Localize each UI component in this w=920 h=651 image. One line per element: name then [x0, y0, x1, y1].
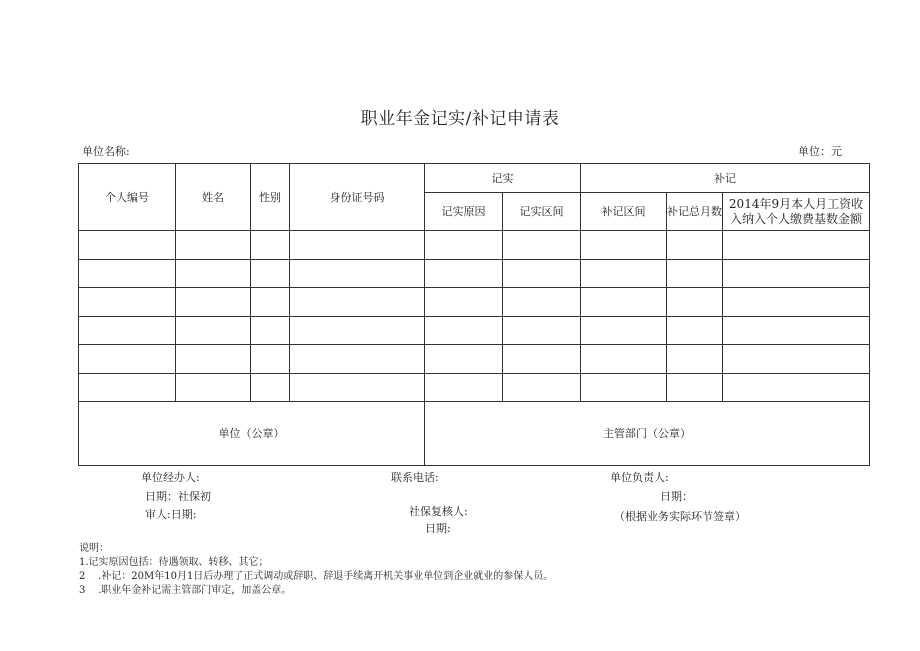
header-name: 姓名	[176, 164, 251, 231]
table-cell[interactable]	[79, 259, 176, 288]
table-row	[79, 373, 870, 402]
unit-leader-label: 单位负责人:	[610, 471, 669, 484]
table-cell[interactable]	[251, 345, 290, 374]
table-cell[interactable]	[79, 288, 176, 317]
header-record-reason: 记实原因	[425, 193, 503, 231]
table-cell[interactable]	[503, 345, 581, 374]
currency-unit-label: 单位：元	[798, 145, 842, 158]
table-cell[interactable]	[723, 288, 870, 317]
table-cell[interactable]	[667, 373, 723, 402]
table-cell[interactable]	[667, 345, 723, 374]
application-form-table	[78, 163, 870, 466]
table-cell[interactable]	[176, 231, 251, 260]
header-personal-id: 个人编号	[79, 164, 176, 231]
header-base-amount: 2014年9月本人月工资收入纳入个人缴费基数金额	[723, 193, 870, 231]
table-row	[79, 259, 870, 288]
table-cell[interactable]	[290, 288, 425, 317]
table-cell[interactable]	[290, 373, 425, 402]
table-row	[79, 345, 870, 374]
table-cell[interactable]	[290, 316, 425, 345]
header-group-record: 记实	[425, 164, 581, 193]
table-cell[interactable]	[723, 231, 870, 260]
page-title: 职业年金记实/补记申请表	[360, 109, 560, 129]
table-cell[interactable]	[667, 288, 723, 317]
dept-seal-cell[interactable]: 主管部门（公章）	[425, 402, 870, 466]
table-cell[interactable]	[503, 288, 581, 317]
table-cell[interactable]	[176, 259, 251, 288]
table-cell[interactable]	[251, 259, 290, 288]
notes-heading: 说明：	[79, 543, 109, 554]
header-supplement-months: 补记总月数	[667, 193, 723, 231]
table-cell[interactable]	[667, 231, 723, 260]
table-row	[79, 288, 870, 317]
table-cell[interactable]	[79, 345, 176, 374]
table-row	[79, 316, 870, 345]
table-cell[interactable]	[503, 259, 581, 288]
table-cell[interactable]	[251, 373, 290, 402]
review-date-label: 审人:日期:	[145, 508, 197, 521]
table-cell[interactable]	[251, 288, 290, 317]
unit-name-label: 单位名称:	[82, 145, 130, 158]
table-cell[interactable]	[503, 373, 581, 402]
note-item-1: 1.记实原因包括：待遇领取、转移、其它；	[79, 557, 269, 568]
table-cell[interactable]	[79, 373, 176, 402]
social-recheck-label: 社保复核人:	[409, 505, 468, 518]
table-cell[interactable]	[581, 345, 667, 374]
table-cell[interactable]	[503, 316, 581, 345]
date-social-first-label: 日期：社保初	[145, 490, 211, 503]
table-cell[interactable]	[581, 231, 667, 260]
table-cell[interactable]	[425, 259, 503, 288]
table-cell[interactable]	[176, 373, 251, 402]
note-item-2: 2 .补记：20M年10月1日后办理了正式调动或辞职、辞退手续离开机关事业单位到企业就业的参保人员。	[79, 571, 554, 582]
table-cell[interactable]	[79, 316, 176, 345]
table-row	[79, 231, 870, 260]
table-cell[interactable]	[176, 288, 251, 317]
table-cell[interactable]	[581, 259, 667, 288]
header-group-supplement: 补记	[581, 164, 870, 193]
table-cell[interactable]	[251, 316, 290, 345]
table-cell[interactable]	[79, 231, 176, 260]
table-cell[interactable]	[667, 316, 723, 345]
table-cell[interactable]	[425, 231, 503, 260]
date-mid-label: 日期:	[425, 522, 451, 535]
table-cell[interactable]	[176, 316, 251, 345]
table-cell[interactable]	[503, 231, 581, 260]
table-cell[interactable]	[581, 373, 667, 402]
table-cell[interactable]	[581, 316, 667, 345]
table-cell[interactable]	[425, 345, 503, 374]
table-cell[interactable]	[425, 373, 503, 402]
header-gender: 性别	[251, 164, 290, 231]
table-cell[interactable]	[425, 288, 503, 317]
table-cell[interactable]	[723, 345, 870, 374]
table-cell[interactable]	[723, 259, 870, 288]
table-cell[interactable]	[723, 316, 870, 345]
table-cell[interactable]	[723, 373, 870, 402]
table-cell[interactable]	[290, 259, 425, 288]
unit-seal-cell[interactable]: 单位（公章）	[79, 402, 425, 466]
table-cell[interactable]	[581, 288, 667, 317]
table-cell[interactable]	[290, 231, 425, 260]
table-cell[interactable]	[251, 231, 290, 260]
sign-note: （根据业务实际环节签章）	[614, 510, 746, 523]
note-item-3: 3 .职业年金补记需主管部门审定，加盖公章。	[79, 585, 292, 596]
header-id-number: 身份证号码	[290, 164, 425, 231]
table-cell[interactable]	[176, 345, 251, 374]
table-cell[interactable]	[667, 259, 723, 288]
date-right-label: 日期：	[660, 490, 693, 503]
header-record-period: 记实区间	[503, 193, 581, 231]
header-supplement-period: 补记区间	[581, 193, 667, 231]
table-cell[interactable]	[290, 345, 425, 374]
unit-handler-label: 单位经办人:	[141, 471, 200, 484]
table-cell[interactable]	[425, 316, 503, 345]
contact-phone-label: 联系电话:	[391, 471, 439, 484]
